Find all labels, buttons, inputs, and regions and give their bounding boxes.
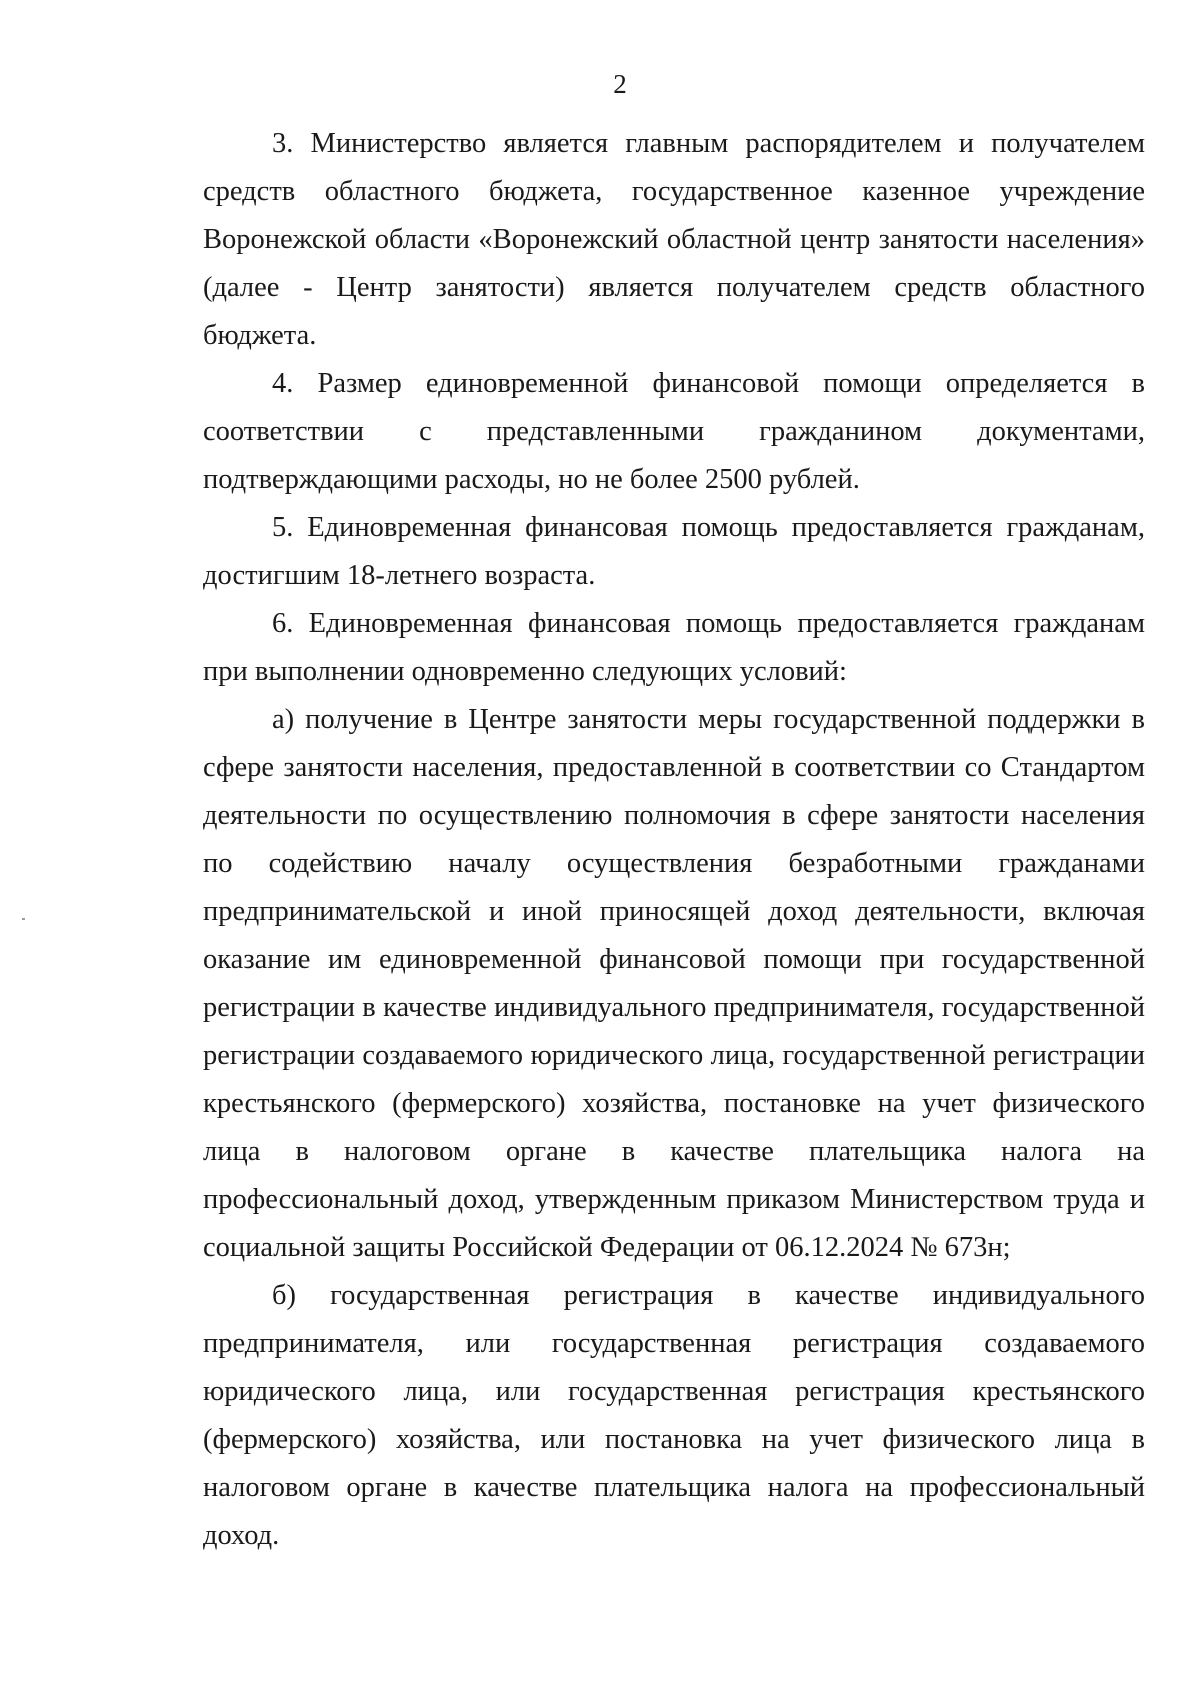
- scan-artifact: [22, 918, 25, 920]
- document-body: [203, 120, 1145, 1560]
- condition-b-registration: б) государственная регистрация в качестве индивидуального предпринимателя, или государственная регистрация создаваемого юридического лица, или государственная регистрация крестьянского (фермерского) хозяйства, или постановка на учет физического лица в налоговом органе в качестве плательщика налога на профессиональный доход.: [203, 1280, 1145, 1551]
- paragraph-4-aid-amount: 4. Размер единовременной финансовой помощи определяется в соответствии с представленными гражданином документами, подтверждающими расходы, но не более 2500 рублей.: [203, 368, 1145, 495]
- page-number: 2: [613, 69, 627, 99]
- paragraph-5-age-requirement: 5. Единовременная финансовая помощь предоставляется гражданам, достигшим 18-летнего возраста.: [203, 512, 1145, 591]
- paragraph-6-conditions: 6. Единовременная финансовая помощь предоставляется гражданам при выполнении одновременно следующих условий:: [203, 608, 1145, 687]
- condition-a-support-measure: а) получение в Центре занятости меры государственной поддержки в сфере занятости населения, предоставленной в соответствии со Стандартом деятельности по осуществлению полномочия в сфере занятости населения по содействию началу осуществления безработными гражданами предпринимательской и иной приносящей доход деятельности, включая оказание им единовременной финансовой помощи при государственной регистрации в качестве индивидуального предпринимателя, государственной регистрации создаваемого юридического лица, государственной регистрации крестьянского (фермерского) хозяйства, постановке на учет физического лица в налоговом органе в качестве плательщика налога на профессиональный доход, утвержденным приказом Министерством труда и социальной защиты Российской Федерации от 06.12.2024 № 673н;: [203, 704, 1145, 1263]
- paragraph-3-budget-recipients: 3. Министерство является главным распорядителем и получателем средств областного бюджета, государственное казенное учреждение Воронежской области «Воронежский областной центр занятости населения» (далее - Центр занятости) является получателем средств областного бюджета.: [203, 128, 1145, 351]
